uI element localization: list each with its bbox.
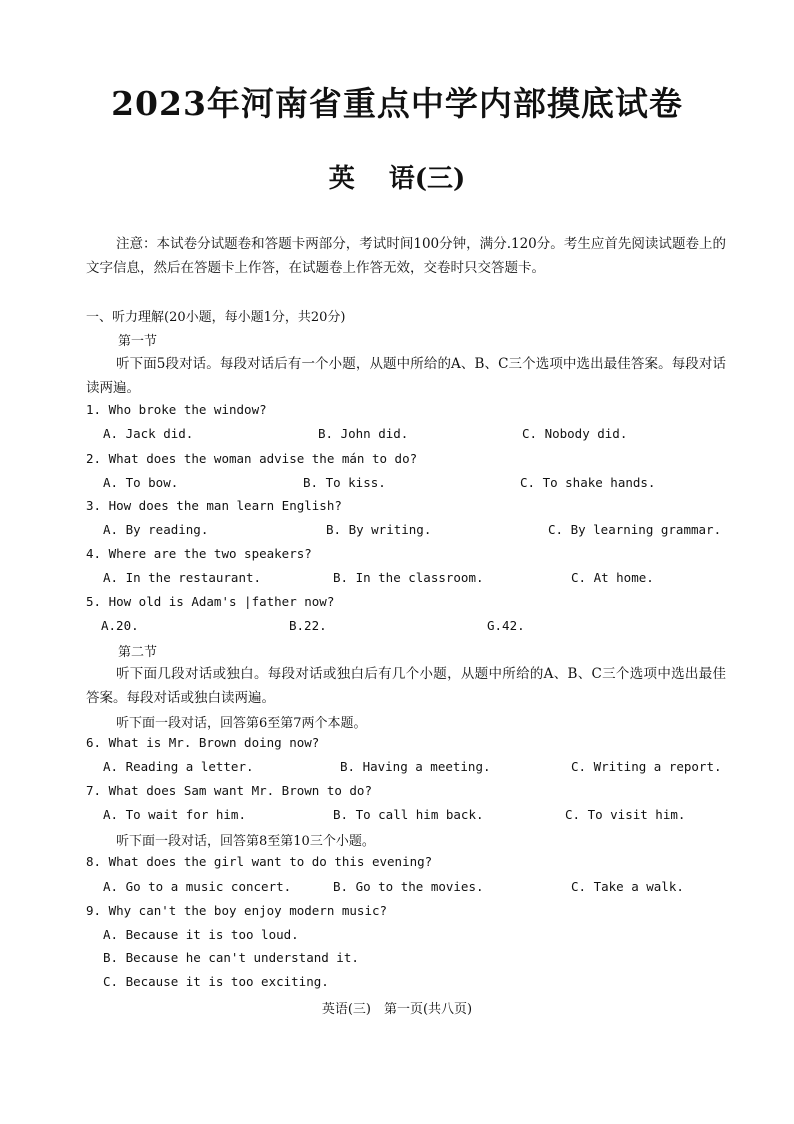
question-3: 3. How does the man learn English? [86, 498, 342, 513]
part2-instructions: 听下面几段对话或独白。每段对话或独白后有几个小题，从题中所给的A、B、C三个选项中选出最佳答案。每段对话或独白读两遍。 [86, 666, 726, 706]
subject-title [0, 158, 794, 195]
q1-option-c: C. Nobody did. [522, 426, 628, 441]
q4-option-a: A. In the restaurant. [103, 570, 262, 585]
page-footer: 英语(三) 第一页(共八页) [321, 1002, 473, 1017]
q6-option-a: A. Reading a letter. [103, 759, 254, 774]
notice-paragraph: 注意：本试卷分试题卷和答题卡两部分，考试时间100分钟，满分.120分。考生应首先阅读试题卷上的文字信息，然后在答题卡上作答，在试题卷上作答无效，交卷时只交答题卡。 [86, 236, 726, 276]
q1-option-b: B. John did. [318, 426, 409, 441]
part1-instructions: 听下面5段对话。每段对话后有一个小题，从题中所给的A、B、C三个选项中选出最佳答案。每段对话读两遍。 [86, 356, 726, 396]
page-title: 2023年河南省重点中学内部摸底试卷 [111, 84, 683, 123]
question-1: 1. Who broke the window? [86, 402, 267, 417]
q5-option-a: A.20. [101, 618, 139, 633]
q3-option-a: A. By reading. [103, 522, 209, 537]
dialog8-intro: 听下面一段对话，回答第8至第10三个小题。 [116, 834, 375, 849]
question-6: 6. What is Mr. Brown doing now? [86, 735, 320, 750]
question-2: 2. What does the woman advise the mán to do? [86, 451, 418, 466]
question-4: 4. Where are the two speakers? [86, 546, 312, 561]
q8-option-a: A. Go to a music concert. [103, 879, 292, 894]
q8-option-b: B. Go to the movies. [333, 879, 484, 894]
q6-option-c: C. Writing a report. [571, 759, 722, 774]
q9-option-a: A. Because it is too loud. [103, 927, 299, 942]
question-9: 9. Why can't the boy enjoy modern music? [86, 903, 388, 918]
q1-option-a: A. Jack did. [103, 426, 194, 441]
q7-option-c: C. To visit him. [565, 807, 686, 822]
q6-option-b: B. Having a meeting. [340, 759, 491, 774]
question-7: 7. What does Sam want Mr. Brown to do? [86, 783, 372, 798]
subject-char: 英 [328, 164, 355, 194]
q5-option-b: B.22. [289, 618, 327, 633]
q9-option-c: C. Because it is too exciting. [103, 974, 329, 989]
q8-option-c: C. Take a walk. [571, 879, 684, 894]
q7-option-b: B. To call him back. [333, 807, 484, 822]
q2-option-a: A. To bow. [103, 475, 179, 490]
q5-option-c: G.42. [487, 618, 525, 633]
subject-rest: 语(三) [388, 164, 466, 194]
part2-label: 第二节 [118, 645, 158, 660]
q7-option-a: A. To wait for him. [103, 807, 246, 822]
dialog6-intro: 听下面一段对话，回答第6至第7两个本题。 [116, 716, 367, 731]
q4-option-c: C. At home. [571, 570, 654, 585]
q2-option-b: B. To kiss. [303, 475, 386, 490]
q2-option-c: C. To shake hands. [520, 475, 656, 490]
question-5: 5. How old is Adam's |father now? [86, 594, 335, 609]
q3-option-b: B. By writing. [326, 522, 432, 537]
q4-option-b: B. In the classroom. [333, 570, 484, 585]
section-heading: 一、听力理解(20小题，每小题1分，共20分) [86, 310, 346, 325]
q3-option-c: C. By learning grammar. [548, 522, 722, 537]
part1-label: 第一节 [118, 334, 158, 349]
q9-option-b: B. Because he can't understand it. [103, 950, 359, 965]
question-8: 8. What does the girl want to do this evening? [86, 854, 433, 869]
